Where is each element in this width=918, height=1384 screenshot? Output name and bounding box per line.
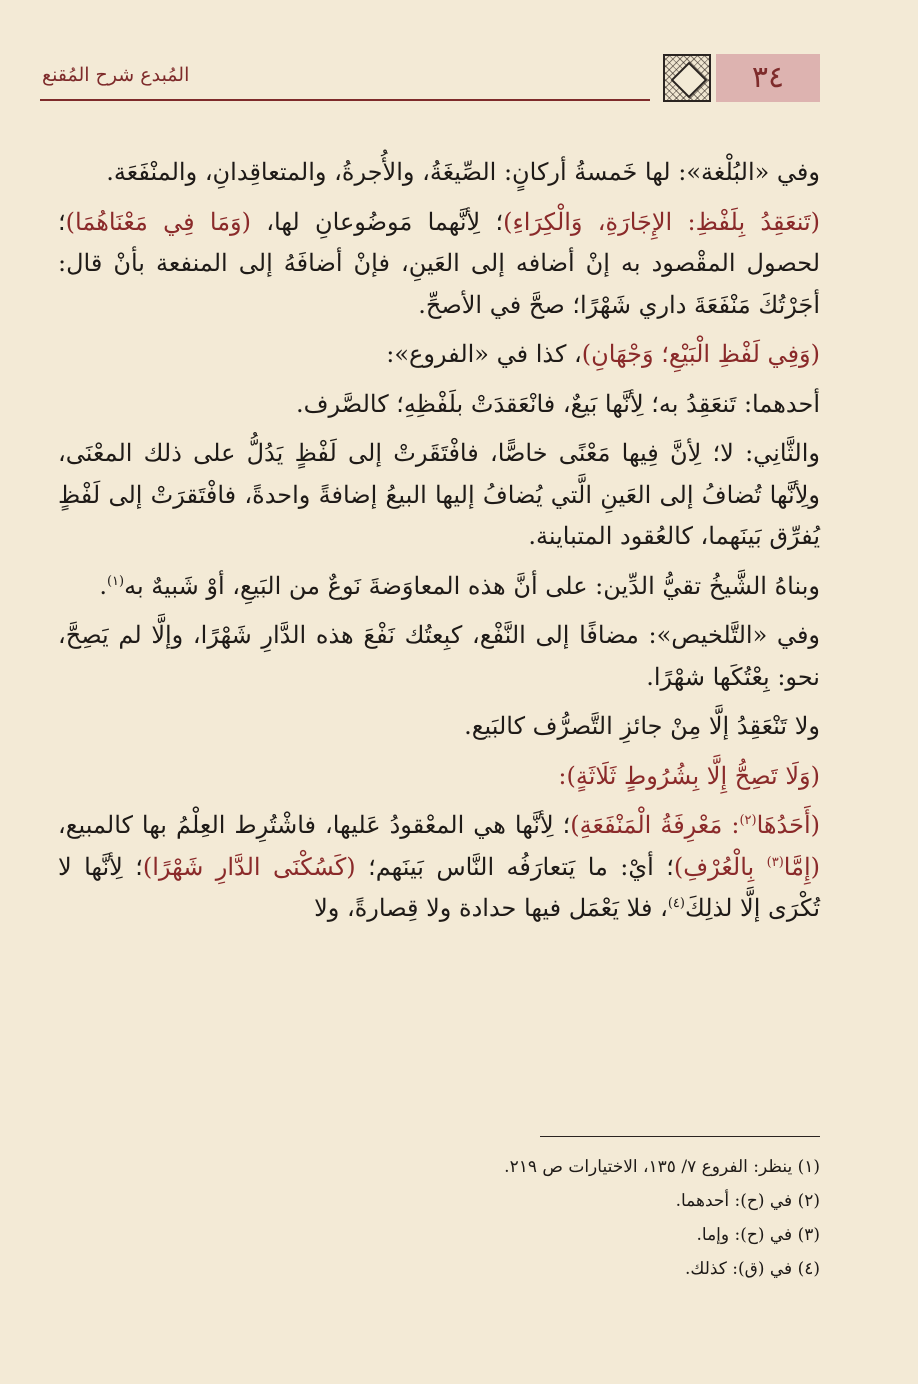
paragraph: وفي «التَّلخيص»: مضافًا إلى النَّفْع، كبِعتُك نَفْعَ هذه الدَّارِ شَهْرًا، وإلَّا لم يَصِحَّ، نحو: بِعْتُكَها شهْرًا. bbox=[58, 621, 820, 691]
matn-text: : مَعْرِفَةُ الْمَنْفَعَةِ) bbox=[570, 811, 740, 839]
page-number: ٣٤ bbox=[751, 60, 785, 95]
footnote-ref[interactable]: (٣) bbox=[766, 854, 784, 870]
matn-text: (وَمَا فِي مَعْنَاهُمَا) bbox=[65, 207, 252, 236]
paragraph: ولا تَنْعَقِدُ إلَّا مِنْ جائزِ التَّصرُّف كالبَيع. bbox=[464, 712, 820, 740]
matn-text: (تَنعَقِدُ بِلَفْظِ: الإِجَارَةِ، وَالْكِرَاءِ) bbox=[503, 207, 821, 236]
page-number-box bbox=[716, 54, 820, 102]
paragraph: وفي «البُلْغة»: لها خَمسةُ أركانٍ: الصِّيغَةُ، والأُجرةُ، والمتعاقِدانِ، والمنْفَعَة. bbox=[106, 158, 820, 186]
footnote-ref[interactable]: (٢) bbox=[739, 813, 757, 828]
footnote: (١) ينظر: الفروع ٧/ ١٣٥، الاختيارات ص ٢١٩. bbox=[504, 1157, 820, 1177]
paragraph: (تَنعَقِدُ بِلَفْظِ: الإِجَارَةِ، وَالْكِرَاءِ)؛ لِأنَّهما مَوضُوعانِ لها، (وَمَا فِي مَعْنَاهُمَا)؛ لحصول المقْصود به إنْ أضافه إلى العَينِ، فإنْ أضافَهُ إلى المنفعة بأنْ قال: أجَرْتُكَ مَنْفَعَةَ داري شَهْرًا؛ صحَّ في الأصحِّ. bbox=[58, 207, 821, 319]
footnote-ref[interactable]: (١) bbox=[106, 573, 125, 589]
footnote: (٣) في (ح): وإما. bbox=[696, 1225, 820, 1245]
footnote: (٤) في (ق): كذلك. bbox=[684, 1259, 820, 1279]
paragraph: وبناهُ الشَّيخُ تقيُّ الدِّين: على أنَّ هذه المعاوَضةَ نَوعٌ من البَيعِ، أوْ شَبيهٌ به$^{(١)}$. bbox=[99, 571, 820, 600]
footnote: (٢) في (ح): أحدهما. bbox=[675, 1191, 820, 1211]
paragraph bbox=[58, 756, 820, 798]
matn-text: (وَفِي لَفْظِ الْبَيْعِ؛ وَجْهَانِ) bbox=[581, 340, 820, 368]
matn-text: (كَسُكْنَى الدَّارِ شَهْرًا) bbox=[142, 852, 356, 881]
ornament-icon bbox=[663, 54, 711, 102]
book-title: المُبدع شرح المُقنع bbox=[42, 64, 190, 86]
page-header bbox=[0, 52, 918, 104]
paragraph: أحدهما: تَنعَقِدُ به؛ لِأنَّها بَيعٌ، فانْعَقدَتْ بلَفْظِهِ؛ كالصَّرف. bbox=[296, 389, 820, 418]
footnote-ref[interactable]: (٤) bbox=[667, 896, 685, 911]
paragraph: والثَّانِي: لا؛ لِأنَّ فِيها مَعْنًى خاصًّا، فافْتَقَرتْ إلى لَفْظٍ يَدُلُّ على ذلك المعْنَى، ولِأنَّها تُضافُ إلى العَينِ الَّتي يُضافُ إليها البيعُ إضافةً واحدةً، فافْتَقرَتْ إلى لَفْظٍ يُفرِّق بَينَهما، كالعُقود المتباينة. bbox=[58, 439, 820, 550]
matn-text: بِالْعُرْفِ) bbox=[673, 852, 767, 881]
footnote-divider bbox=[540, 1136, 820, 1137]
main-text bbox=[58, 152, 820, 938]
paragraph: (أَحَدُهَا$^{(٢)}$: مَعْرِفَةُ الْمَنْفَعَةِ)؛ لِأنَّها هي المعْقودُ عَليها، فاشْتُرِط العِلْمُ بها كالمبيع، (إِمَّا$^{(٣)}$ بِالْعُرْفِ)؛ أيْ: ما يَتعارَفُه النَّاس بَينَهم؛ (كَسُكْنَى الدَّارِ شَهْرًا)؛ لِأنَّها لا تُكْرَى إلَّا لذلِكَ$^{(٤)}$، فلا يَعْمَل فيها حدادة ولا قِصارةً، ولا bbox=[58, 811, 821, 922]
footnotes bbox=[58, 1150, 820, 1286]
header-rule bbox=[40, 99, 650, 101]
paragraph: (وَفِي لَفْظِ الْبَيْعِ؛ وَجْهَانِ)، كذا في «الفروع»: bbox=[386, 340, 820, 368]
matn-text: (وَلَا تَصِحُّ إِلَّا بِشُرُوطٍ ثَلَاثَةٍ): bbox=[558, 761, 820, 790]
matn-text: (أَحَدُهَا bbox=[756, 811, 821, 839]
matn-text: (إِمَّا bbox=[783, 852, 820, 881]
